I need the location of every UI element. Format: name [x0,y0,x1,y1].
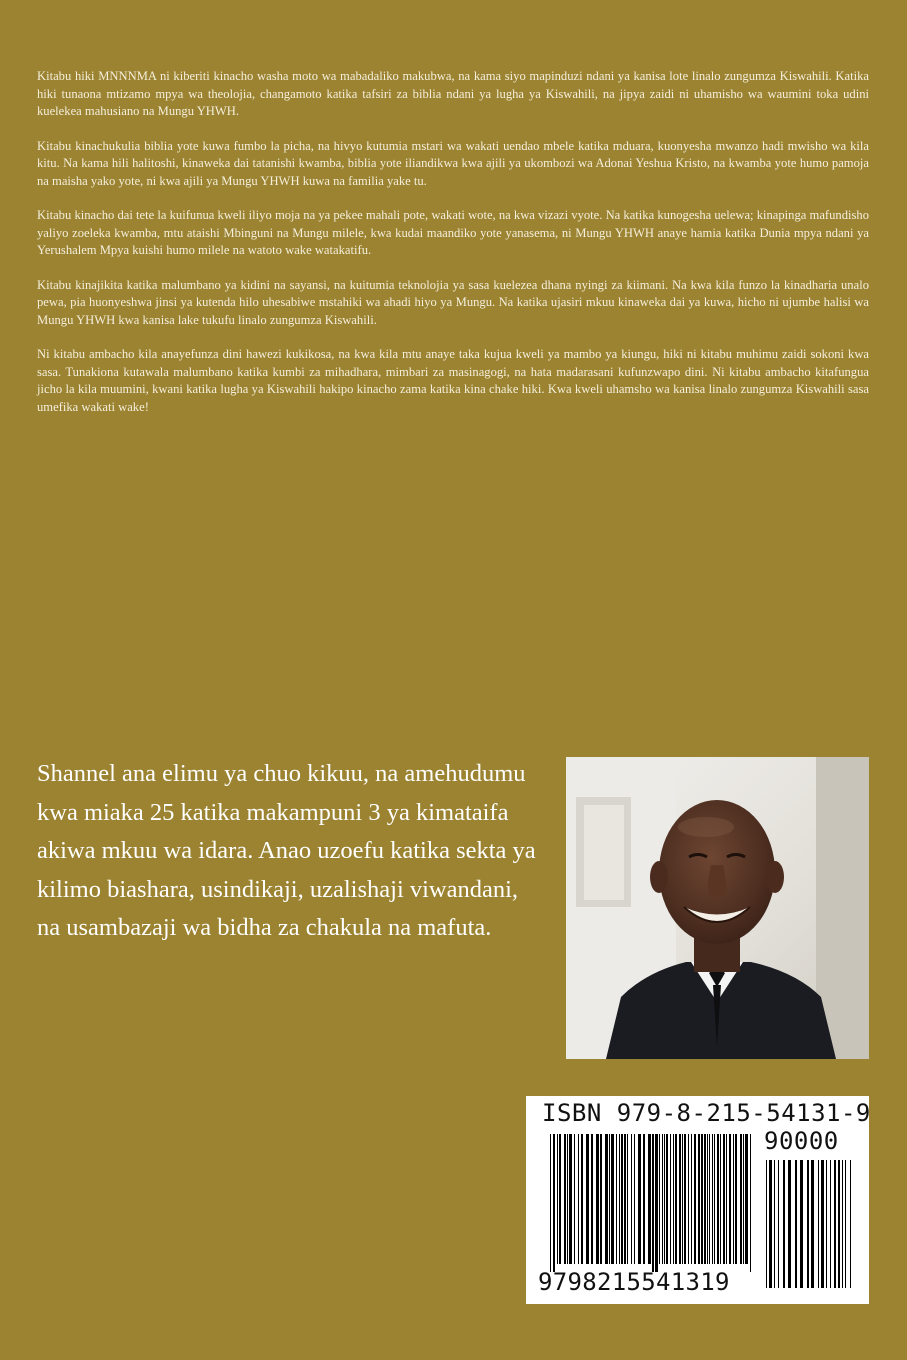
barcode-bar [740,1134,742,1264]
barcode-bar [726,1134,727,1264]
barcode-bar [578,1134,579,1264]
barcode-bar [553,1134,555,1272]
barcode-bar [611,1134,614,1264]
ean-digits: 9798215541319 [538,1268,730,1296]
blurb-paragraph-5: Ni kitabu ambacho kila anayefunza dini hawezi kukikosa, na kwa kila mtu anaye taka kujua kweli ya mambo ya kiungu, hiki ni kitabu muhimu zaidi sokoni kwa sasa. Tunakiona kutawala malumbano katika kumbi za mihadhara, mimbari za masinagogi, na hata madarasani kufunzwapo dini. Ni kitabu ambacho kitafungua jicho la kila muumini, kwani katika lugha ya Kiswahili hakipo kinacho zama katika kina chake hiki. Kwa kweli uhamsho wa kanisa linalo zungumza Kiswahili sasa umefika wakati wake! [37,347,869,414]
barcode-bar [723,1134,725,1264]
addon-barcode-bar [774,1160,775,1288]
addon-barcode-bar [766,1160,767,1288]
barcode-bar [619,1134,620,1264]
barcode-bar [743,1134,744,1264]
addon-barcode-bar [788,1160,791,1288]
barcode-bar [564,1134,566,1264]
addon-barcode-bar [783,1160,785,1288]
barcode-bar [616,1134,617,1264]
addon-barcode-bar [795,1160,797,1288]
barcode-bar [624,1134,626,1264]
barcode-bar [720,1134,721,1264]
barcode-bar [591,1134,593,1264]
barcode-bar [648,1134,651,1264]
barcode-bar [655,1134,658,1272]
barcode-bar [701,1134,703,1264]
barcode-bar [638,1134,641,1264]
barcode-bar [675,1134,677,1264]
barcode-bar [682,1134,683,1264]
barcode-bar [559,1134,561,1264]
addon-barcode-bar [807,1160,809,1288]
addon-barcode-bar [845,1160,846,1288]
barcode-bar [567,1134,568,1264]
barcode-bar [670,1134,671,1264]
addon-barcode-bar [800,1160,803,1288]
barcode-bar [621,1134,623,1264]
addon-barcode-bar [830,1160,831,1288]
barcode-bar [673,1134,674,1264]
addon-barcode-bar [811,1160,814,1288]
blurb-paragraph-2: Kitabu kinachukulia biblia yote kuwa fumbo la picha, na hivyo kutumia mstari wa wakati uendao mbele katika mduara, kuonyesha mwanzo hadi mwisho wa kila kitu. Na kama hili halitoshi, kinaweka dai tatanishi kwamba, biblia yote iliandikwa kwa ajili ya ukombozi wa Adonai Yeshua Kristo, na kwamba yote humo pamoja na maisha yako yote, ni kwa ajili ya Mungu YHWH kuwa na familia yake tu. [37,138,869,188]
barcode-bar [733,1134,734,1264]
barcode-bar [569,1134,572,1264]
barcode-bar [735,1134,737,1264]
barcode-bar [581,1134,583,1264]
barcode-bar [659,1134,660,1264]
barcode-bar [574,1134,575,1264]
addon-barcode-bar [821,1160,824,1288]
isbn-label: ISBN 979-8-215-54131-9 [542,1099,871,1127]
barcode-bar [709,1134,710,1264]
blurb-paragraph-3: Kitabu kinacho dai tete la kuifunua kweli iliyo moja na ya pekee mahali pote, wakati wote, na kwa vizazi vyote. Na katika kunogesha uelewa; kinapinga mafundisho yaliyo zoeleka kwamba, mtu ataishi Mbinguni na Mungu milele, kwa kudai maandiko yote yanasema, ni Mungu YHWH anaye hamia katika Dunia mpya ndani ya Yerushalem Mpya kuishi humo milele na watoto wake watakatifu. [37,208,869,257]
blurb-paragraph-4: Kitabu kinajikita katika malumbano ya kidini na sayansi, na kuitumia teknolojia ya sasa kuelezea dhana nyingi za kiimani. Na kwa kila funzo la kinadharia unalo pewa, pia huonyeshwa jinsi ya kutenda hilo uhesabiwe mstahiki wa ahadi hiyo ya Mungu. Na katika ujasiri mkuu kinaweka dai ya kuwa, hicho ni ujumbe halisi wa Mungu YHWH kwa kanisa lake tukufu linalo zungumza Kiswahili. [37,277,869,327]
barcode-bar [627,1134,628,1264]
barcode-bar [631,1134,632,1264]
barcode-bar [688,1134,689,1264]
barcode-bar [550,1134,551,1272]
addon-barcode-bar [818,1160,819,1288]
barcode-bar [717,1134,719,1264]
barcode-bar [605,1134,608,1264]
barcode-bar [586,1134,589,1264]
barcode-bar [712,1134,713,1264]
barcode-bar [714,1134,715,1264]
barcode-bar [634,1134,635,1264]
addon-barcode-bar [850,1160,851,1288]
barcode-bar [609,1134,610,1264]
barcode-bar [666,1134,668,1264]
barcode-bar [704,1134,706,1264]
barcode-bar [557,1134,558,1264]
author-bio: Shannel ana elimu ya chuo kikuu, na amehudumu kwa miaka 25 katika makampuni 3 ya kimataifa akiwa mkuu wa idara. Anao uzoefu katika sekta ya kilimo biashara, usindikaji, uzalishaji viwandani, na usambazaji wa bidha za chakula na mafuta. [37,760,536,941]
blurb-paragraph-1: Kitabu hiki MNNNMA ni kiberiti kinacho washa moto wa mabadaliko makubwa, na kama siyo mapinduzi ndani ya kanisa lote linalo zungumza Kiswahili. Katika hiki tunaona mtizamo mpya wa theolojia, changamoto katika tafsiri za biblia ndani ya lugha ya Kiswahili, na jipya zaidi ni uhamisho wa waumini toka udini kuelekea mahusiano na Mungu YHWH. [37,69,869,118]
barcode-bar [662,1134,663,1264]
barcode-bar [664,1134,665,1264]
barcode-bar [643,1134,645,1264]
addon-barcode-bar [834,1160,836,1288]
barcode-bar [691,1134,692,1264]
addon-barcode-bar [778,1160,779,1288]
barcode-bar [679,1134,681,1264]
barcode-bar [729,1134,731,1264]
addon-barcode-bar [838,1160,840,1288]
barcode-bar [652,1134,654,1272]
barcode-bar [698,1134,700,1264]
barcode-bar [745,1134,748,1264]
barcode-bar [707,1134,708,1264]
isbn-barcode [526,1096,869,1304]
barcode-bar [600,1134,602,1264]
barcode-bar [684,1134,686,1264]
back-cover-blurb [37,68,869,433]
addon-barcode-bar [842,1160,843,1288]
addon-barcode-bar [826,1160,827,1288]
barcode-bar [694,1134,696,1264]
barcode-bar [750,1134,751,1272]
author-photo [566,757,869,1059]
barcode-bar [596,1134,599,1264]
price-code: 90000 [764,1127,839,1155]
addon-barcode-bar [769,1160,772,1288]
